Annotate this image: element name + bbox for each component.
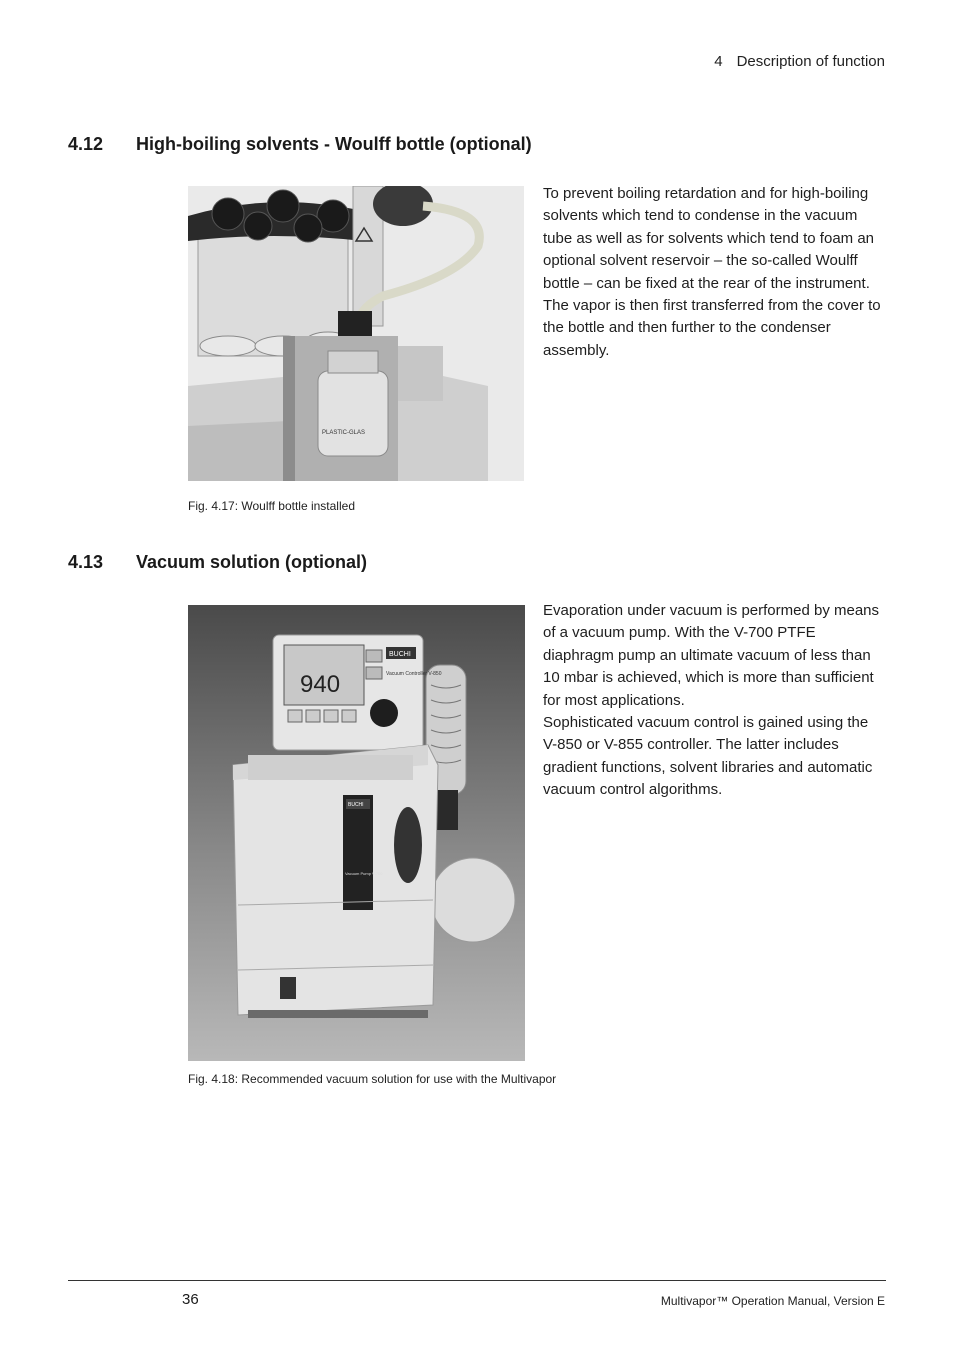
bottle-label: PLASTIC-GLAS	[322, 430, 366, 436]
section-paragraph: To prevent boiling retardation and for high-boiling solvents which tend to condense in the vacuum tube as well as for solvents which tend to foam an optional solvent reservoir – the so-called Woulff bottle – can be fixed at the rear of the instrument. The vapor is then first transferred from the cover to the bottle and then further to the condenser assembly.	[543, 185, 881, 359]
paragraph-part: Evaporation under vacuum is performed by means of a vacuum pump. With the V-700 PTFE diaphragm pump an ultimate vacuum of less than 10 mbar is achieved, which is more than sufficient for most applications.	[543, 602, 880, 709]
section-title: Vacuum solution (optional)	[136, 552, 367, 572]
figure-caption: Fig. 4.17: Woulff bottle installed	[188, 499, 355, 513]
woulff-bottle-photo	[188, 186, 524, 481]
section-paragraph	[543, 600, 885, 802]
controller-model-label: Vacuum Controller V-850	[386, 671, 442, 677]
running-header	[714, 53, 885, 70]
figure-caption: Fig. 4.18: Recommended vacuum solution for use with the Multivapor	[188, 1072, 557, 1086]
vacuum-solution-photo	[188, 605, 525, 1061]
page-number: 36	[182, 1291, 199, 1308]
controller-brand: BUCHI	[389, 651, 411, 658]
section-number: 4.13	[68, 552, 104, 572]
pump-model-label: Vacuum Pump V-700	[345, 871, 383, 876]
chapter-number: 4	[714, 53, 723, 70]
pump-brand: BUCHI	[348, 802, 364, 808]
chapter-title: Description of function	[736, 53, 885, 70]
section-number: 4.12	[68, 134, 104, 154]
manual-title: Multivapor™ Operation Manual, Version E	[660, 1294, 885, 1308]
footer-divider	[68, 1280, 886, 1281]
controller-display-value: 940	[300, 671, 341, 698]
section-title: High-boiling solvents - Woulff bottle (optional)	[136, 134, 532, 154]
paragraph-part: Sophisticated vacuum control is gained using the V-850 or V-855 controller. The latter includes gradient functions, solvent libraries and automatic vacuum control algorithms.	[543, 714, 873, 799]
